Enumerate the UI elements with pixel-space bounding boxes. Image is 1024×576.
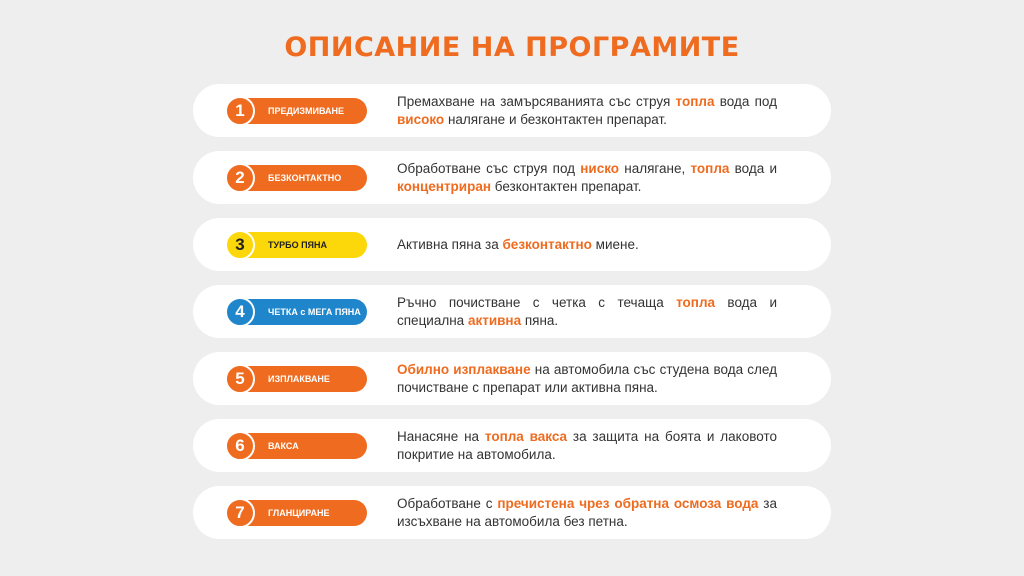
program-row xyxy=(193,419,831,472)
program-description xyxy=(397,218,777,271)
highlighted-text: концентриран xyxy=(397,178,492,194)
program-row xyxy=(193,218,831,271)
description-text: Премахване на замърсяванията със струя xyxy=(397,93,676,109)
program-row xyxy=(193,486,831,539)
description-text: налягане и безконтактен препарат. xyxy=(444,111,667,127)
program-label-pill xyxy=(233,98,367,124)
highlighted-text: топла xyxy=(690,160,730,176)
program-number-badge: 4 xyxy=(225,297,255,327)
description-text: Активна пяна за xyxy=(397,236,503,252)
program-row xyxy=(193,352,831,405)
description-text: Обработване със струя под xyxy=(397,160,581,176)
program-label-pill xyxy=(233,232,367,258)
description-text: безконтактен препарат. xyxy=(491,178,642,194)
program-name: ИЗПЛАКВАНЕ xyxy=(268,374,330,384)
page-title: ОПИСАНИЕ НА ПРОГРАМИТЕ xyxy=(284,32,740,63)
description-text: за изсъхване на автомобила без петна. xyxy=(397,495,778,529)
program-number-badge: 5 xyxy=(225,364,255,394)
description-text: за защита на боята и лаковото покритие на автомобила. xyxy=(397,428,777,462)
highlighted-text: високо xyxy=(397,111,445,127)
program-description xyxy=(397,352,777,405)
description-text: вода и специална xyxy=(397,294,777,328)
program-label-pill xyxy=(233,366,367,392)
program-number-badge: 1 xyxy=(225,96,255,126)
program-number-badge: 7 xyxy=(225,498,255,528)
program-description xyxy=(397,285,777,338)
program-description xyxy=(397,151,777,204)
description-text: миене. xyxy=(591,236,639,252)
highlighted-text: Обилно изплакване xyxy=(397,361,531,377)
program-name: ТУРБО ПЯНА xyxy=(268,240,328,250)
description-text: Обработване с xyxy=(397,495,498,511)
highlighted-text: пречистена чрез обратна осмоза вода xyxy=(497,495,759,511)
description-text: вода и xyxy=(729,160,777,176)
description-text: на автомобила със студена вода след почистване с препарат или активна пяна. xyxy=(397,361,777,395)
program-name: БЕЗКОНТАКТНО xyxy=(268,173,342,183)
program-row xyxy=(193,84,831,137)
description-text: вода под xyxy=(714,93,777,109)
program-list xyxy=(193,84,831,553)
program-name: ГЛАНЦИРАНЕ xyxy=(268,508,330,518)
program-label-pill xyxy=(233,165,367,191)
program-number-badge: 6 xyxy=(225,431,255,461)
program-name: ВАКСА xyxy=(268,441,299,451)
program-label-pill xyxy=(233,433,367,459)
program-number-badge: 2 xyxy=(225,163,255,193)
description-text: налягане, xyxy=(619,160,691,176)
highlighted-text: активна xyxy=(467,312,522,328)
program-name: ЧЕТКА с МЕГА ПЯНА xyxy=(268,307,361,317)
program-row xyxy=(193,285,831,338)
highlighted-text: ниско xyxy=(580,160,620,176)
program-label-pill xyxy=(233,500,367,526)
description-text: Ръчно почистване с четка с течаща xyxy=(397,294,677,310)
highlighted-text: топла xyxy=(676,294,716,310)
description-text: Нанасяне на xyxy=(397,428,485,444)
description-text: пяна. xyxy=(521,312,559,328)
program-name: ПРЕДИЗМИВАНЕ xyxy=(268,106,345,116)
program-description xyxy=(397,419,777,472)
highlighted-text: безконтактно xyxy=(502,236,592,252)
highlighted-text: топла вакса xyxy=(484,428,568,444)
program-description xyxy=(397,486,777,539)
program-row xyxy=(193,151,831,204)
program-label-pill xyxy=(233,299,367,325)
program-description xyxy=(397,84,777,137)
program-number-badge: 3 xyxy=(225,230,255,260)
highlighted-text: топла xyxy=(675,93,715,109)
